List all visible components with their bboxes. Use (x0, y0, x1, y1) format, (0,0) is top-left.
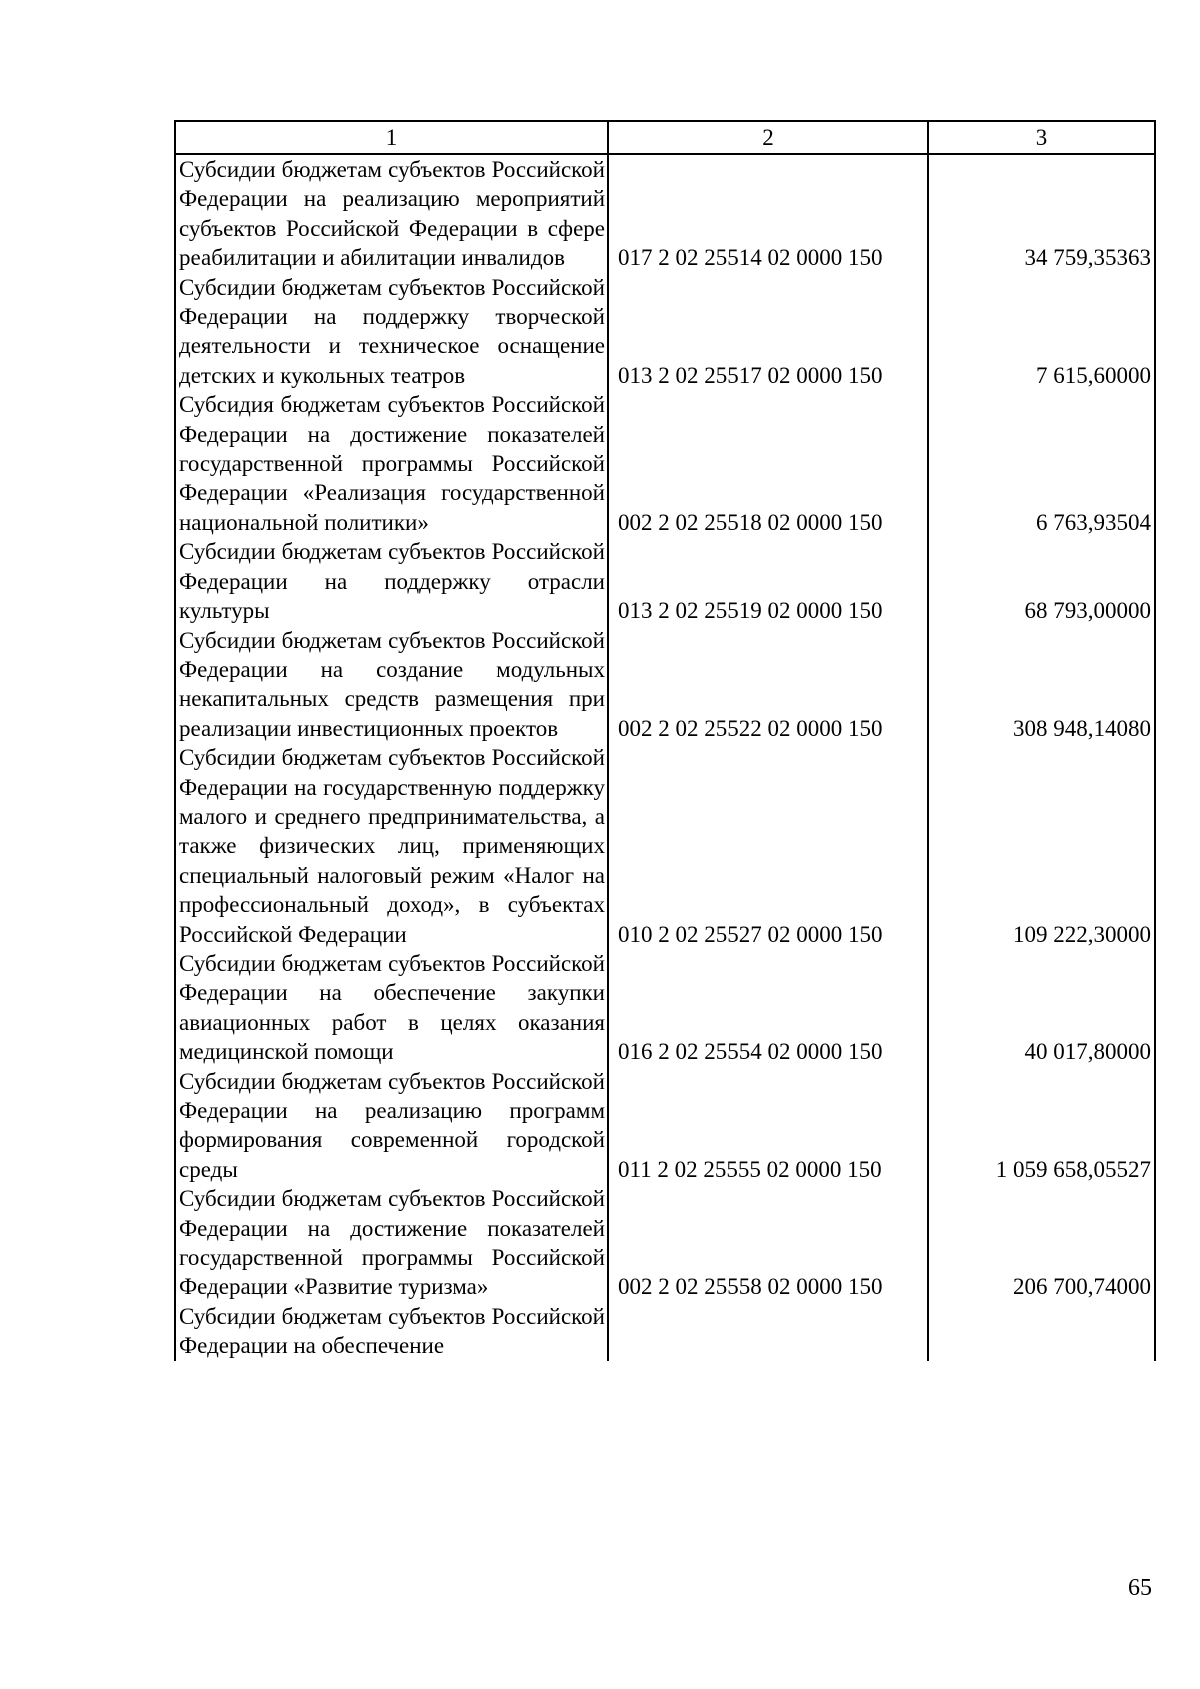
row-amount (928, 1302, 1155, 1361)
row-code: 010 2 02 25527 02 0000 150 (608, 743, 928, 949)
row-description: Субсидии бюджетам субъектов Российской Федерации на реализацию программ формирования современной городской среды (175, 1067, 608, 1185)
table-row (175, 743, 1155, 949)
row-description: Субсидии бюджетам субъектов Российской Федерации на обеспечение (175, 1302, 608, 1361)
row-code: 002 2 02 25558 02 0000 150 (608, 1184, 928, 1302)
row-code: 013 2 02 25517 02 0000 150 (608, 273, 928, 391)
row-description: Субсидии бюджетам субъектов Российской Федерации на обеспечение закупки авиационных работ в целях оказания медицинской помощи (175, 949, 608, 1067)
table-row (175, 537, 1155, 625)
table-row (175, 949, 1155, 1067)
row-amount: 34 759,35363 (928, 154, 1155, 273)
row-amount: 109 222,30000 (928, 743, 1155, 949)
row-amount: 206 700,74000 (928, 1184, 1155, 1302)
row-code: 011 2 02 25555 02 0000 150 (608, 1067, 928, 1185)
row-description: Субсидии бюджетам субъектов Российской Федерации на создание модульных некапитальных средств размещения при реализации инвестиционных проектов (175, 626, 608, 744)
table-row (175, 390, 1155, 537)
table-row (175, 1302, 1155, 1361)
row-amount: 1 059 658,05527 (928, 1067, 1155, 1185)
row-code (608, 1302, 928, 1361)
row-code: 016 2 02 25554 02 0000 150 (608, 949, 928, 1067)
row-description: Субсидии бюджетам субъектов Российской Федерации на поддержку творческой деятельности и техническое оснащение детских и кукольных театров (175, 273, 608, 391)
table-row (175, 273, 1155, 391)
row-code: 002 2 02 25522 02 0000 150 (608, 626, 928, 744)
row-amount: 6 763,93504 (928, 390, 1155, 537)
column-header-3: 3 (928, 121, 1155, 154)
row-description: Субсидии бюджетам субъектов Российской Федерации на достижение показателей государственной программы Российской Федерации «Развитие туризма» (175, 1184, 608, 1302)
row-amount: 68 793,00000 (928, 537, 1155, 625)
table-row (175, 1067, 1155, 1185)
row-amount: 7 615,60000 (928, 273, 1155, 391)
row-code: 013 2 02 25519 02 0000 150 (608, 537, 928, 625)
row-code: 017 2 02 25514 02 0000 150 (608, 154, 928, 273)
row-description: Субсидии бюджетам субъектов Российской Федерации на поддержку отрасли культуры (175, 537, 608, 625)
column-header-2: 2 (608, 121, 928, 154)
budget-table (174, 120, 1156, 1361)
row-description: Субсидии бюджетам субъектов Российской Федерации на реализацию мероприятий субъектов Российской Федерации в сфере реабилитации и абилитации инвалидов (175, 154, 608, 273)
table-row (175, 1184, 1155, 1302)
row-amount: 308 948,14080 (928, 626, 1155, 744)
row-description: Субсидия бюджетам субъектов Российской Федерации на достижение показателей государственной программы Российской Федерации «Реализация государственной национальной политики» (175, 390, 608, 537)
table-row (175, 154, 1155, 273)
column-header-1: 1 (175, 121, 608, 154)
row-code: 002 2 02 25518 02 0000 150 (608, 390, 928, 537)
table-header-row (175, 121, 1155, 154)
table-row (175, 626, 1155, 744)
page-number: 65 (1128, 1575, 1152, 1601)
row-description: Субсидии бюджетам субъектов Российской Федерации на государственную поддержку малого и среднего предпринимательства, а также физических лиц, применяющих специальный налоговый режим «Налог на профессиональный доход», в субъектах Российской Федерации (175, 743, 608, 949)
row-amount: 40 017,80000 (928, 949, 1155, 1067)
